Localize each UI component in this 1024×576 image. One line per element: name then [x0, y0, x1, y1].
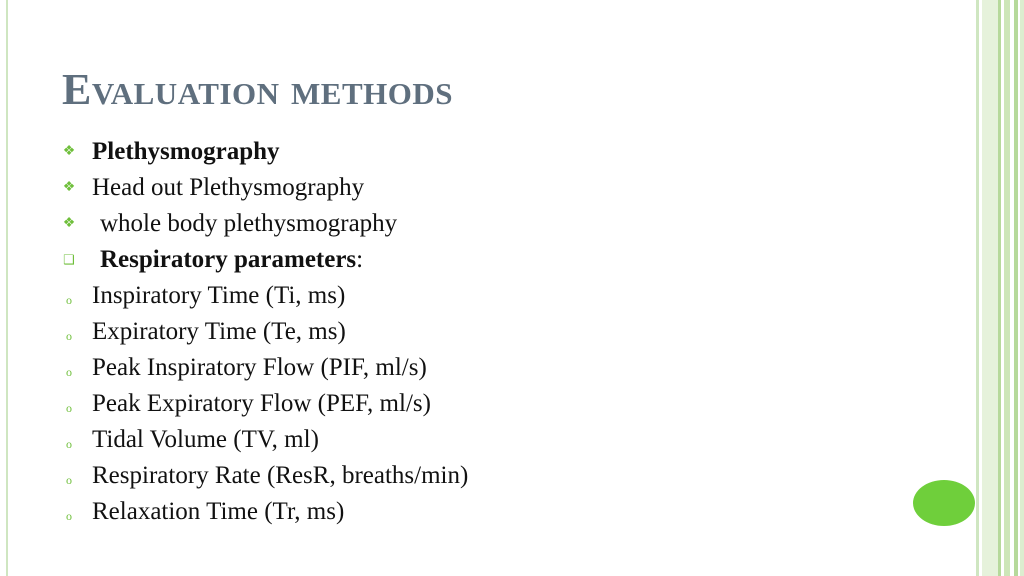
diamond-bullet-icon: ❖: [62, 216, 76, 231]
circle-bullet-icon: o: [66, 365, 72, 379]
list-item: [56, 242, 936, 278]
stripe: [1020, 0, 1024, 576]
section-heading-text: Respiratory parameters: [100, 246, 357, 273]
list-item: [56, 458, 936, 494]
list-item-text: Relaxation Time (Tr, ms): [92, 498, 345, 525]
circle-bullet-icon: o: [66, 437, 72, 451]
circle-bullet-icon: o: [66, 329, 72, 343]
right-decorative-stripes: [976, 0, 1024, 576]
list-item: [56, 350, 936, 386]
list-item-text: Plethysmography: [92, 138, 280, 165]
circle-bullet-icon: o: [66, 401, 72, 415]
list-item-text: Inspiratory Time (Ti, ms): [92, 282, 346, 309]
colon-suffix: :: [356, 246, 364, 273]
diamond-bullet-icon: ❖: [62, 180, 76, 195]
bullet-list: [56, 134, 936, 530]
list-item-text: Tidal Volume (TV, ml): [92, 426, 319, 453]
list-item: [56, 134, 936, 170]
list-item-text: Peak Inspiratory Flow (PIF, ml/s): [92, 354, 427, 381]
circle-bullet-icon: o: [66, 473, 72, 487]
list-item: [56, 494, 936, 530]
list-item-text: whole body plethysmography: [100, 210, 398, 237]
list-item-text: Respiratory Rate (ResR, breaths/min): [92, 462, 469, 489]
square-bullet-icon: ❑: [63, 252, 75, 267]
list-item: [56, 422, 936, 458]
list-item-text: [100, 242, 363, 278]
stripe: [976, 0, 979, 576]
list-item-text: Peak Expiratory Flow (PEF, ml/s): [92, 390, 431, 417]
list-item-text: Expiratory Time (Te, ms): [92, 318, 346, 345]
stripe: [998, 0, 1001, 576]
slide-title: Evaluation methods: [62, 65, 453, 114]
list-item: [56, 278, 936, 314]
list-item-text: Head out Plethysmography: [92, 174, 365, 201]
list-item: [56, 170, 936, 206]
stripe: [1014, 0, 1018, 576]
circle-bullet-icon: o: [66, 293, 72, 307]
stripe: [1004, 0, 1010, 576]
list-item: [56, 386, 936, 422]
list-item: [56, 206, 936, 242]
left-border-line: [6, 0, 8, 576]
list-item: [56, 314, 936, 350]
diamond-bullet-icon: ❖: [62, 144, 76, 159]
circle-bullet-icon: o: [66, 509, 72, 523]
